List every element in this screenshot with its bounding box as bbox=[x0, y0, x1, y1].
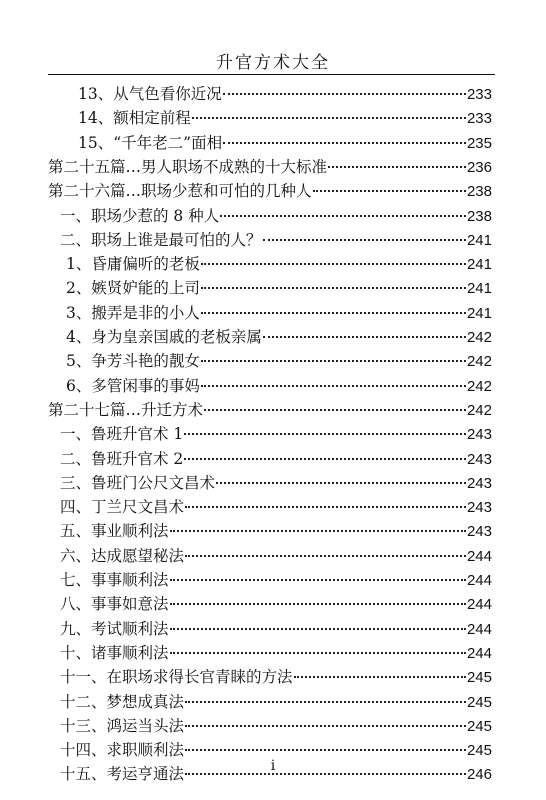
toc-entry bbox=[60, 447, 492, 471]
dot-leader bbox=[185, 749, 466, 751]
dot-leader bbox=[201, 312, 466, 314]
toc-entry-page: 241 bbox=[466, 304, 492, 322]
toc-entry-title: 八、事事如意法 bbox=[60, 595, 169, 614]
toc-entry bbox=[78, 131, 492, 155]
toc-entry bbox=[48, 179, 492, 203]
toc-entry bbox=[66, 301, 492, 325]
toc-entry bbox=[66, 349, 492, 373]
toc-entry-page: 243 bbox=[466, 523, 492, 541]
toc-entry-page: 236 bbox=[466, 158, 492, 176]
dot-leader bbox=[220, 215, 466, 217]
toc-entry-page: 233 bbox=[466, 110, 492, 128]
dot-leader bbox=[201, 263, 466, 265]
toc-entry-page: 238 bbox=[466, 207, 492, 225]
toc-entry-page: 241 bbox=[466, 280, 492, 298]
toc-entry-title: 七、事事顺利法 bbox=[60, 571, 169, 589]
toc-entry bbox=[48, 155, 492, 179]
dot-leader bbox=[263, 239, 466, 241]
running-header: 升官方术大全 bbox=[216, 53, 330, 73]
toc-entry bbox=[60, 471, 492, 495]
toc-entry-page: 243 bbox=[466, 474, 492, 492]
toc-entry-page: 243 bbox=[466, 499, 492, 517]
toc-entry bbox=[60, 495, 492, 519]
toc-entry-title: 十二、梦想成真法 bbox=[60, 692, 185, 711]
toc-entry bbox=[60, 544, 492, 568]
toc-entry-page: 246 bbox=[466, 766, 492, 784]
toc-entry bbox=[66, 374, 492, 398]
toc-entry-page: 242 bbox=[466, 401, 492, 419]
dot-leader bbox=[185, 725, 466, 727]
toc-entry bbox=[60, 714, 492, 738]
toc-entry-title: 十三、鸿运当头法 bbox=[60, 716, 185, 735]
toc-entry-title: 4、身为皇亲国戚的老板亲属 bbox=[66, 328, 262, 346]
toc-entry-title: 5、争芳斗艳的靓女 bbox=[66, 352, 200, 371]
page-number-footer: i bbox=[270, 758, 276, 774]
toc-entry bbox=[66, 276, 492, 300]
toc-entry-title: 6、多管闲事的事妈 bbox=[66, 376, 200, 395]
toc-entry bbox=[48, 398, 492, 422]
dot-leader bbox=[170, 530, 466, 532]
toc-entry-title: 3、搬弄是非的小人 bbox=[66, 303, 200, 322]
dot-leader bbox=[185, 701, 466, 703]
dot-leader bbox=[170, 628, 466, 630]
dot-leader bbox=[170, 652, 466, 654]
toc-entry-page: 235 bbox=[466, 134, 492, 152]
toc-entry-page: 243 bbox=[466, 426, 492, 444]
toc-entry-page: 241 bbox=[466, 231, 492, 249]
toc-entry bbox=[60, 519, 492, 543]
toc-entry-title: 五、事业顺利法 bbox=[60, 522, 169, 541]
toc-entry bbox=[60, 422, 492, 446]
toc-entry bbox=[60, 690, 492, 714]
toc-entry-page: 244 bbox=[466, 644, 492, 662]
toc-entry-title: 1、昏庸偏听的老板 bbox=[66, 255, 200, 274]
toc-entry bbox=[60, 568, 492, 592]
toc-entry-page: 244 bbox=[466, 572, 492, 589]
toc-entry-title: 二、鲁班升官术 2 bbox=[60, 449, 184, 468]
dot-leader bbox=[313, 190, 466, 192]
toc-entry-title: 十五、考运亨通法 bbox=[60, 765, 185, 784]
toc-entry-page: 244 bbox=[466, 547, 492, 565]
dot-leader bbox=[184, 433, 466, 435]
toc-entry-page: 242 bbox=[466, 329, 492, 346]
toc-entry-title: 第二十五篇…男人职场不成熟的十大标准 bbox=[48, 157, 328, 176]
dot-leader bbox=[223, 142, 466, 144]
dot-leader bbox=[170, 579, 466, 581]
dot-leader bbox=[170, 603, 466, 605]
toc-entry-page: 242 bbox=[466, 377, 492, 395]
toc-entry-title: 二、职场上谁是最可怕的人？ bbox=[60, 230, 262, 249]
toc-entry bbox=[60, 592, 492, 616]
toc-entry bbox=[60, 665, 492, 689]
dot-leader bbox=[201, 385, 466, 387]
toc-entry-title: 十、诸事顺利法 bbox=[60, 643, 169, 662]
dot-leader bbox=[204, 409, 466, 411]
dot-leader bbox=[185, 506, 466, 508]
toc-entry-page: 238 bbox=[466, 183, 492, 201]
dot-leader bbox=[294, 676, 466, 678]
dot-leader bbox=[185, 555, 466, 557]
toc-entry-title: 14、额相定前程 bbox=[78, 109, 191, 128]
toc-entry-title: 13、从气色看你近况 bbox=[78, 85, 222, 103]
toc-entry-title: 十一、在职场求得长官青睐的方法 bbox=[60, 668, 293, 687]
toc-entry-page: 244 bbox=[466, 620, 492, 638]
toc-entry-title: 第二十七篇…升迁方术 bbox=[48, 400, 204, 419]
toc-entry bbox=[60, 204, 492, 228]
dot-leader bbox=[201, 360, 466, 362]
toc-entry-title: 第二十六篇…职场少惹和可怕的几种人 bbox=[48, 182, 312, 201]
dot-leader bbox=[263, 336, 466, 338]
toc-entry bbox=[60, 228, 492, 252]
dot-leader bbox=[223, 93, 466, 95]
toc-entry-title: 三、鲁班门公尺文昌术 bbox=[60, 473, 216, 492]
toc-entry-title: 15、“千年老二”面相 bbox=[78, 133, 223, 152]
toc-entry-title: 四、丁兰尺文昌术 bbox=[60, 498, 185, 517]
toc-entry-page: 245 bbox=[466, 742, 492, 760]
toc-entry-page: 245 bbox=[466, 669, 492, 687]
toc-entry bbox=[78, 82, 492, 106]
toc-entry-title: 一、职场少惹的 8 种人 bbox=[60, 206, 220, 225]
toc-entry-title: 十四、求职顺利法 bbox=[60, 741, 185, 760]
dot-leader bbox=[201, 287, 466, 289]
toc-entry-page: 233 bbox=[466, 86, 492, 103]
toc-entry-page: 245 bbox=[466, 693, 492, 711]
dot-leader bbox=[192, 117, 466, 119]
toc-entry-page: 244 bbox=[466, 596, 492, 614]
toc-entry-title: 九、考试顺利法 bbox=[60, 619, 169, 638]
toc-entry-title: 一、鲁班升官术 1 bbox=[60, 425, 184, 444]
toc-entry-page: 245 bbox=[466, 717, 492, 735]
dot-leader bbox=[216, 482, 466, 484]
toc-entry bbox=[78, 106, 492, 130]
toc-entry-page: 243 bbox=[466, 450, 492, 468]
dot-leader bbox=[184, 458, 466, 460]
toc-entry-title: 2、嫉贤妒能的上司 bbox=[66, 279, 200, 298]
toc-entry bbox=[66, 325, 492, 349]
toc-entry-page: 242 bbox=[466, 353, 492, 371]
toc-entry bbox=[60, 617, 492, 641]
dot-leader bbox=[328, 166, 466, 168]
toc-entry bbox=[60, 641, 492, 665]
header-rule bbox=[48, 74, 495, 75]
toc-entry-page: 241 bbox=[466, 256, 492, 274]
toc-entry bbox=[66, 252, 492, 276]
toc-entry-title: 六、达成愿望秘法 bbox=[60, 546, 185, 565]
